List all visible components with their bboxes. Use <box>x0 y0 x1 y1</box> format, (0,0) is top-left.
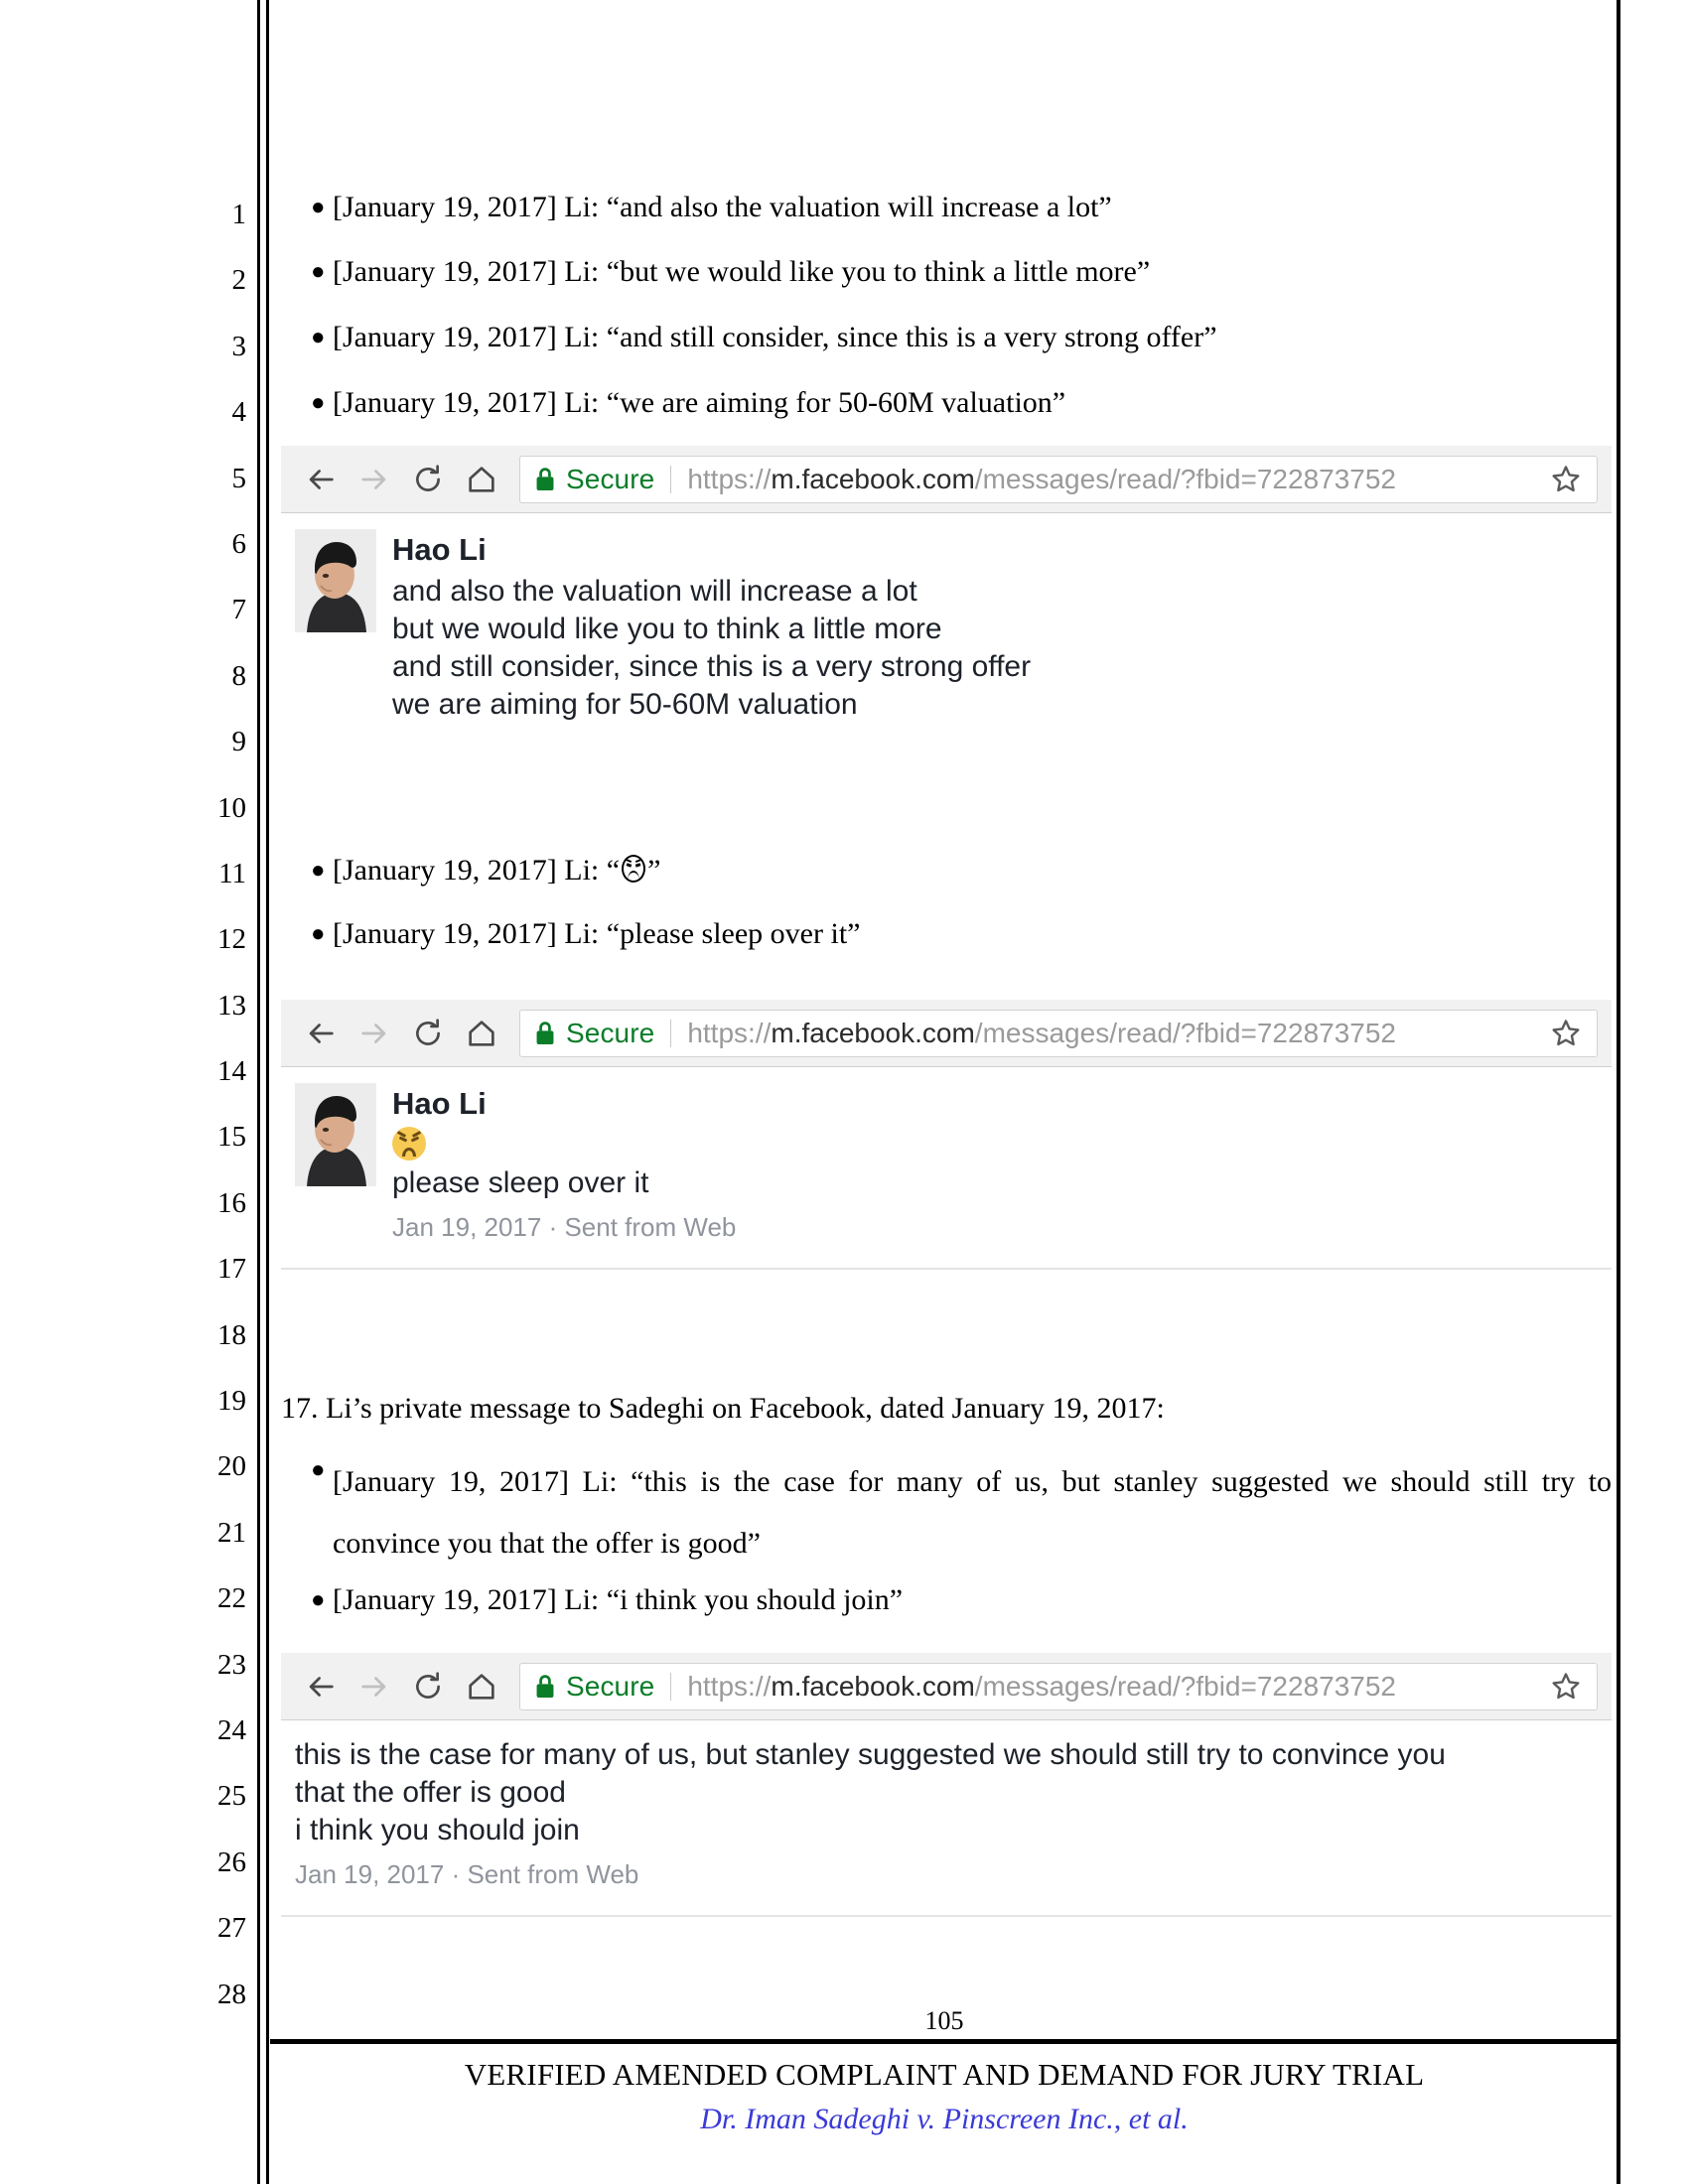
weary-face-emoji <box>621 854 646 884</box>
message-row <box>281 529 1612 724</box>
forward-arrow-icon[interactable] <box>349 1661 400 1712</box>
list-item <box>281 189 1612 226</box>
address-bar[interactable] <box>519 1010 1598 1057</box>
reload-icon[interactable] <box>402 454 454 505</box>
list-item <box>281 915 1612 953</box>
line-number: 5 <box>231 462 246 494</box>
secure-label: Secure <box>566 1670 655 1702</box>
left-margin-rule-outer <box>257 0 260 2184</box>
line-number: 12 <box>217 923 246 956</box>
list-item-prefix: [January 19, 2017] Li: “ <box>333 854 621 887</box>
list-item-suffix: ” <box>647 854 661 887</box>
message-line: please sleep over it <box>392 1166 649 1199</box>
bullet-marker-icon: ● <box>311 1457 326 1483</box>
browser-toolbar <box>281 446 1612 513</box>
message-row <box>281 1736 1612 1893</box>
list-item-text: [January 19, 2017] Li: “we are aiming for 50-60M valuation” <box>333 386 1066 419</box>
bookmark-star-icon[interactable] <box>1549 1017 1583 1050</box>
url-scheme: https:// <box>687 463 772 494</box>
line-number: 7 <box>231 594 246 626</box>
facebook-message-body <box>281 1067 1612 1313</box>
message-sender-name: Hao Li <box>392 1086 487 1121</box>
home-icon[interactable] <box>456 1661 507 1712</box>
list-item-text: [January 19, 2017] Li: “i think you should join” <box>333 1583 904 1616</box>
url-host: m.facebook.com <box>771 463 975 494</box>
line-number: 27 <box>217 1912 246 1945</box>
line-number: 14 <box>217 1055 246 1088</box>
url-text <box>687 1018 1539 1049</box>
browser-toolbar <box>281 1000 1612 1067</box>
line-number: 18 <box>217 1318 246 1351</box>
url-scheme: https:// <box>687 1670 772 1702</box>
url-host: m.facebook.com <box>771 1017 975 1048</box>
list-item-text: [January 19, 2017] Li: “but we would like you to think a little more” <box>333 255 1151 288</box>
message-line: and also the valuation will increase a lot <box>392 575 917 608</box>
facebook-screenshot-3 <box>281 1653 1612 1961</box>
bullet-marker-icon: ● <box>311 195 326 220</box>
reload-icon[interactable] <box>402 1008 454 1059</box>
page-number: 105 <box>924 2006 964 2035</box>
line-number: 26 <box>217 1845 246 1878</box>
browser-nav-controls <box>295 1008 507 1059</box>
bullet-marker-icon: ● <box>311 390 326 416</box>
line-number: 15 <box>217 1121 246 1154</box>
list-item-text: [January 19, 2017] Li: “and still consider, since this is a very strong offer” <box>333 321 1217 353</box>
line-number: 10 <box>217 791 246 824</box>
right-margin-rule <box>1617 0 1620 2184</box>
address-bar[interactable] <box>519 456 1598 503</box>
lock-icon <box>534 467 556 492</box>
message-row <box>281 1083 1612 1246</box>
facebook-screenshot-1 <box>281 446 1612 767</box>
url-scheme: https:// <box>687 1017 772 1048</box>
line-number: 16 <box>217 1186 246 1219</box>
list-item-text <box>333 852 1612 889</box>
message-line: this is the case for many of us, but stanley suggested we should still try to convince you <box>295 1738 1446 1771</box>
bullet-marker-icon: ● <box>311 858 326 884</box>
list-item-text: [January 19, 2017] Li: “please sleep over it” <box>333 917 861 950</box>
line-number: 8 <box>231 659 246 692</box>
message-content <box>281 1736 1612 1893</box>
list-item <box>281 1451 1612 1574</box>
line-number: 24 <box>217 1713 246 1746</box>
omnibox-divider <box>670 1020 671 1047</box>
list-item <box>281 1581 1612 1619</box>
line-number: 17 <box>217 1253 246 1286</box>
url-path: /messages/read/?fbid=722873752 <box>974 1670 1397 1702</box>
back-arrow-icon[interactable] <box>295 1661 347 1712</box>
footer-rule <box>270 2039 1618 2044</box>
line-number: 1 <box>231 199 246 230</box>
document-body <box>281 0 1612 2184</box>
browser-nav-controls <box>295 454 507 505</box>
message-timestamp: Jan 19, 2017 · Sent from Web <box>295 1859 639 1889</box>
lock-icon <box>534 1021 556 1046</box>
facebook-screenshot-2 <box>281 1000 1612 1313</box>
browser-toolbar <box>281 1653 1612 1720</box>
url-path: /messages/read/?fbid=722873752 <box>974 1017 1397 1048</box>
message-emoji-line <box>392 1127 1612 1164</box>
secure-label: Secure <box>566 1017 655 1048</box>
list-item <box>281 253 1612 291</box>
message-content <box>392 1083 1612 1246</box>
omnibox-divider <box>670 466 671 493</box>
line-number: 19 <box>217 1385 246 1418</box>
message-line: but we would like you to think a little more <box>392 613 942 645</box>
home-icon[interactable] <box>456 454 507 505</box>
url-text <box>687 1671 1539 1703</box>
screenshot-bottom-padding <box>281 1270 1612 1313</box>
bullet-marker-icon: ● <box>311 259 326 285</box>
line-number: 9 <box>231 726 246 758</box>
omnibox-divider <box>670 1673 671 1701</box>
back-arrow-icon[interactable] <box>295 454 347 505</box>
bookmark-star-icon[interactable] <box>1549 1670 1583 1704</box>
list-item <box>281 384 1612 422</box>
line-number: 13 <box>217 989 246 1022</box>
avatar <box>295 529 376 632</box>
bullet-marker-icon: ● <box>311 921 326 947</box>
footer-document-title: VERIFIED AMENDED COMPLAINT AND DEMAND FOR JURY TRIAL <box>464 2057 1425 2092</box>
line-number: 21 <box>217 1516 246 1549</box>
line-number: 25 <box>217 1780 246 1813</box>
weary-face-emoji <box>392 1127 426 1160</box>
list-item-text: [January 19, 2017] Li: “this is the case for many of us, but stanley suggested we should still try to convince you that the offer is good” <box>333 1465 1612 1560</box>
line-number: 3 <box>231 330 246 362</box>
line-number: 28 <box>217 1978 246 2010</box>
line-number: 2 <box>231 264 246 297</box>
message-content <box>392 529 1612 724</box>
message-line: i think you should join <box>295 1814 580 1846</box>
screenshot-bottom-padding <box>281 724 1612 767</box>
list-item-text: [January 19, 2017] Li: “and also the valuation will increase a lot” <box>333 191 1112 223</box>
screenshot-bottom-padding <box>281 1917 1612 1961</box>
line-number: 11 <box>218 857 246 889</box>
forward-arrow-icon[interactable] <box>349 1008 400 1059</box>
message-line: and still consider, since this is a very strong offer <box>392 650 1032 683</box>
url-text <box>687 464 1539 495</box>
reload-icon[interactable] <box>402 1661 454 1712</box>
url-host: m.facebook.com <box>771 1670 975 1702</box>
bookmark-star-icon[interactable] <box>1549 463 1583 496</box>
list-item <box>281 852 1612 889</box>
avatar <box>295 1083 376 1186</box>
home-icon[interactable] <box>456 1008 507 1059</box>
line-number: 4 <box>231 396 246 429</box>
message-sender-name: Hao Li <box>392 532 487 567</box>
line-number: 20 <box>217 1450 246 1483</box>
bullet-marker-icon: ● <box>311 325 326 350</box>
back-arrow-icon[interactable] <box>295 1008 347 1059</box>
message-line: we are aiming for 50-60M valuation <box>392 688 858 721</box>
list-item <box>281 319 1612 356</box>
browser-nav-controls <box>295 1661 507 1712</box>
message-timestamp: Jan 19, 2017 · Sent from Web <box>392 1212 737 1242</box>
line-number: 22 <box>217 1582 246 1615</box>
line-number: 6 <box>231 527 246 560</box>
facebook-message-body <box>281 1720 1612 1961</box>
page-footer <box>270 2005 1618 2141</box>
line-number-column <box>169 182 246 2027</box>
line-number: 23 <box>217 1648 246 1681</box>
url-path: /messages/read/?fbid=722873752 <box>974 463 1397 494</box>
address-bar[interactable] <box>519 1663 1598 1710</box>
facebook-message-body <box>281 513 1612 767</box>
left-margin-rule-inner <box>266 0 269 2184</box>
paragraph-17: 17. Li’s private message to Sadeghi on Facebook, dated January 19, 2017: <box>281 1392 1165 1425</box>
bullet-marker-icon: ● <box>311 1587 326 1613</box>
footer-case-name: Dr. Iman Sadeghi v. Pinscreen Inc., et al. <box>700 2103 1189 2135</box>
lock-icon <box>534 1674 556 1700</box>
forward-arrow-icon[interactable] <box>349 454 400 505</box>
secure-label: Secure <box>566 463 655 494</box>
message-line: that the offer is good <box>295 1776 566 1809</box>
